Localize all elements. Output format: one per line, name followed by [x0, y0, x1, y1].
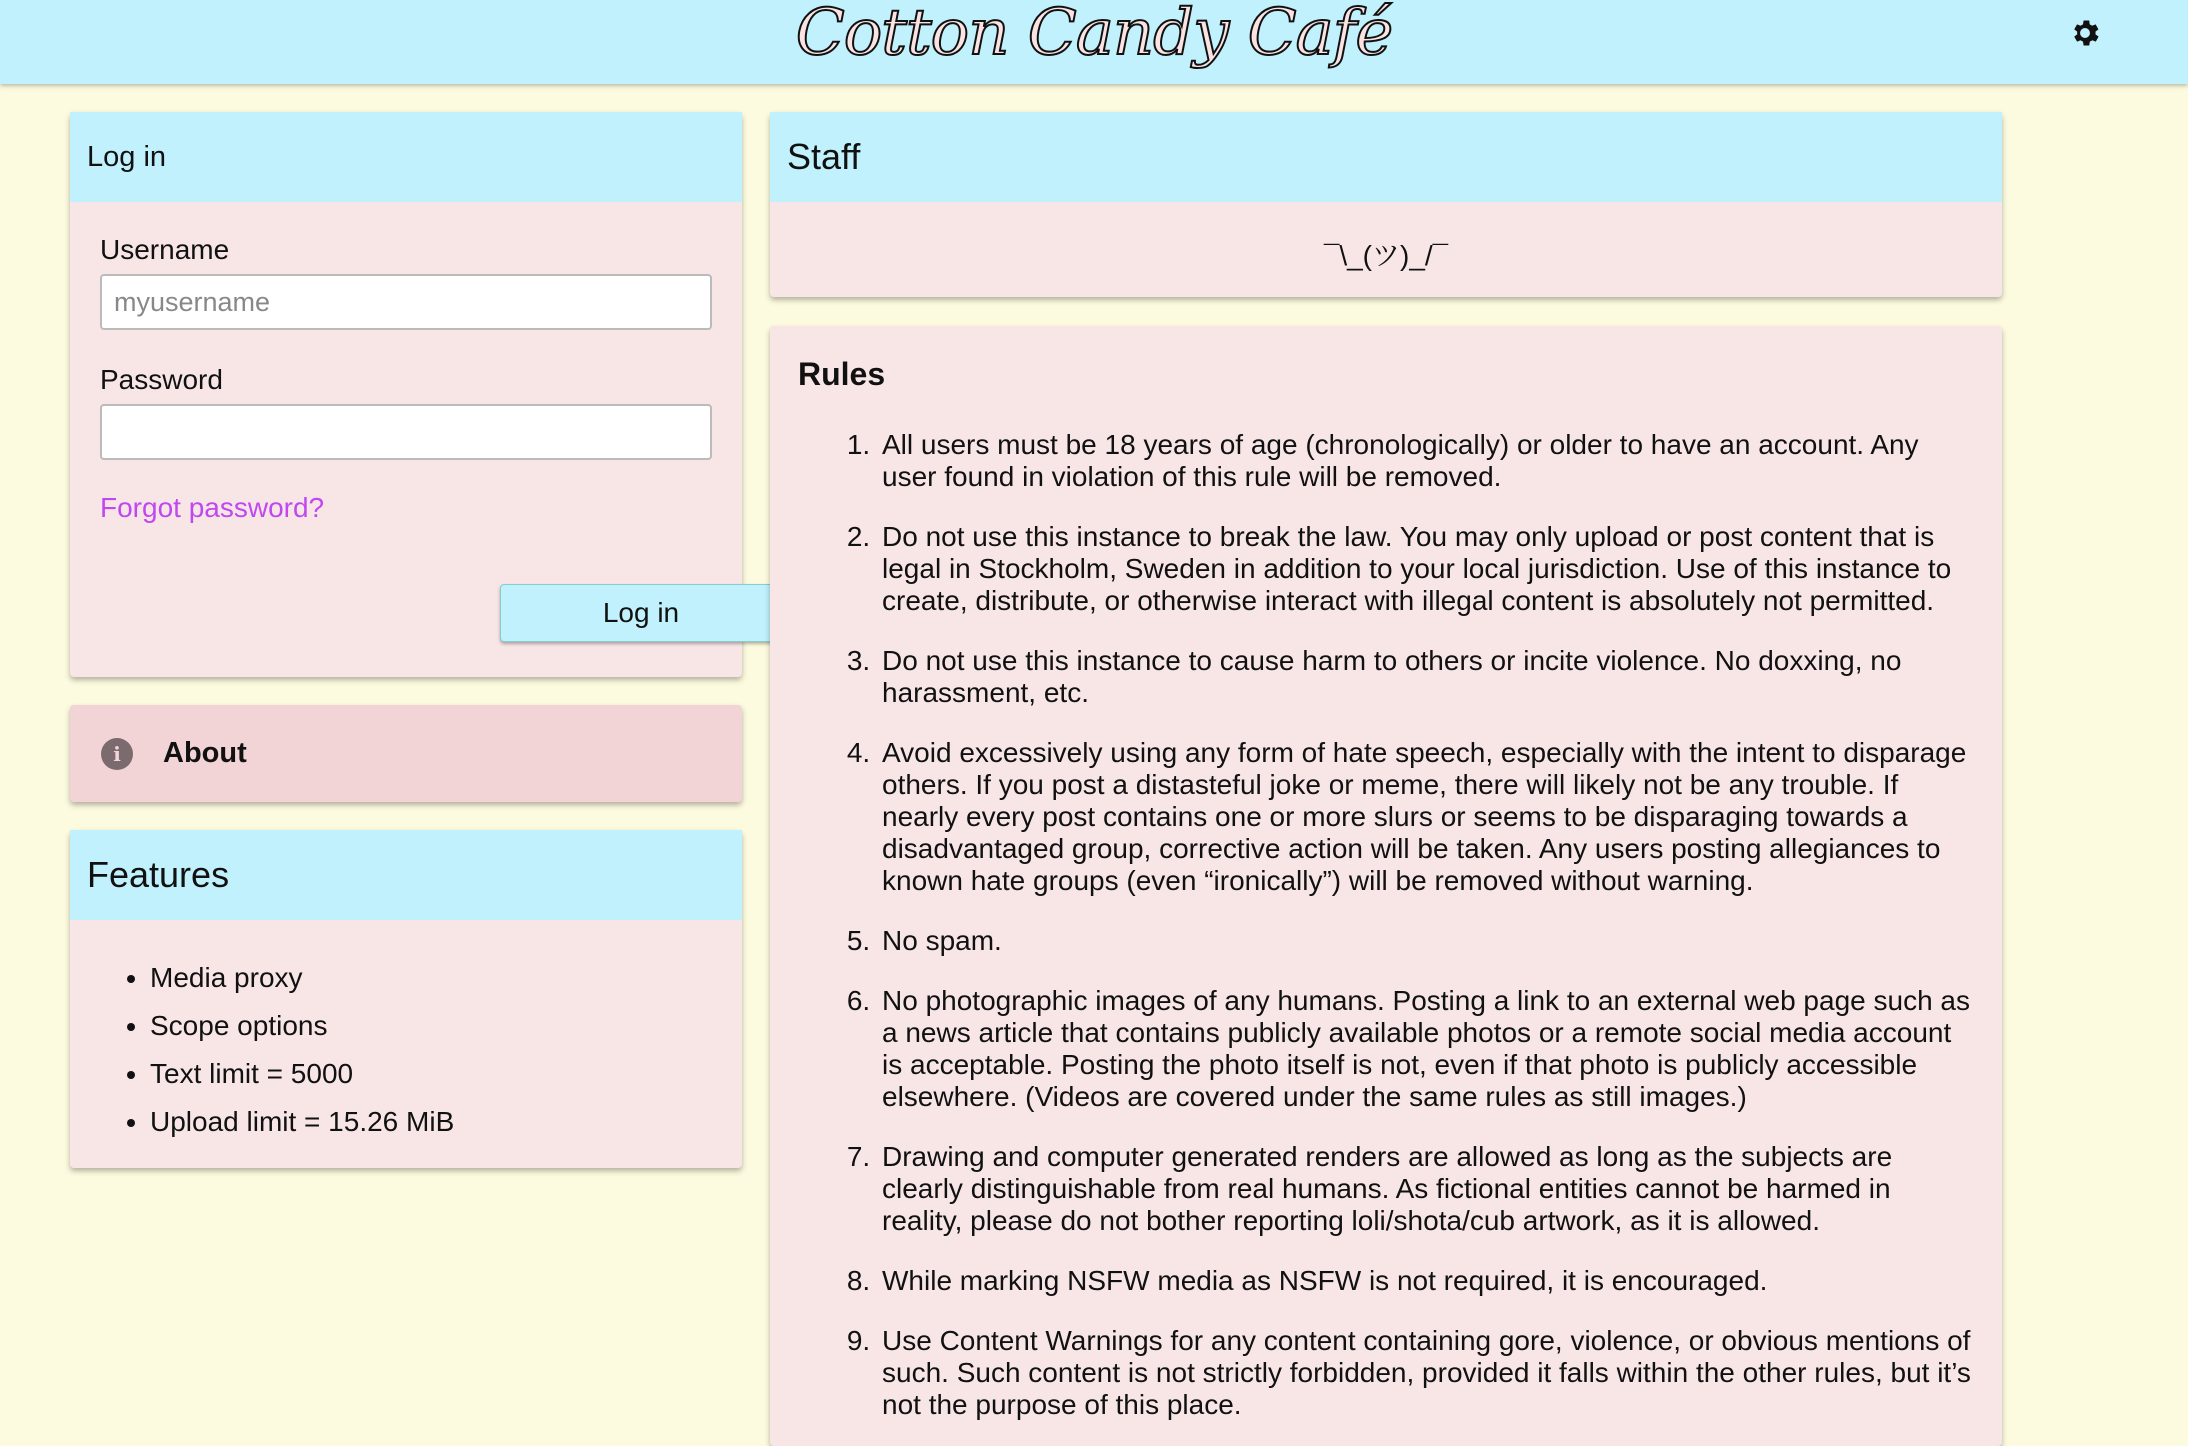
features-card — [70, 830, 742, 1168]
rule-item: 2. Do not use this instance to break the law. You may only upload or post content that is legal in Stockholm, Sweden in addition to your local jurisdiction. Use of this instance to create, distribute, or otherwise interact with illegal content is absolutely not permitted. — [878, 521, 1972, 617]
rule-item: 3. Do not use this instance to cause harm to others or incite violence. No doxxing, no harassment, etc. — [878, 645, 1972, 709]
login-card — [70, 112, 742, 677]
rules-title: Rules — [798, 356, 886, 392]
rule-item: 1. All users must be 18 years of age (chronologically) or older to have an account. Any user found in violation of this rule will be removed. — [878, 429, 1972, 493]
feature-item: • Media proxy — [150, 954, 742, 1002]
feature-item: • Upload limit = 15.26 MiB — [150, 1098, 742, 1146]
rules-list — [878, 429, 1972, 1421]
rule-item: 7. Drawing and computer generated renders are allowed as long as the subjects are clearly distinguishable from real humans. As fictional entities cannot be harmed in reality, please do not bother reporting loli/shota/cub artwork, as it is allowed. — [878, 1141, 1972, 1237]
staff-body: ¯\_(ツ)_/¯ — [1323, 240, 1449, 271]
top-bar — [0, 0, 2188, 84]
rule-item: 6. No photographic images of any humans. Posting a link to an external web page such as a news article that contains publicly available photos or a remote social media account is acceptable. Posting the photo itself is not, even if that photo is publicly accessible elsewhere. (Videos are covered under the same rules as still images.) — [878, 985, 1972, 1113]
password-label: Password — [100, 364, 223, 395]
site-title[interactable]: Cotton Candy Café — [795, 0, 1393, 70]
info-icon: i — [101, 738, 133, 770]
staff-title: Staff — [770, 112, 2002, 202]
feature-item: • Text limit = 5000 — [150, 1050, 742, 1098]
username-label: Username — [100, 234, 230, 265]
rule-item: 4. Avoid excessively using any form of hate speech, especially with the intent to disparage others. If you post a distasteful joke or meme, there will likely not be any trouble. If nearly every post contains one or more slurs or seems to be disparaging towards a disadvantaged group, corrective action will be taken. Any users posting allegiances to known hate groups (even “ironically”) will be removed without warning. — [878, 737, 1972, 897]
rules-card — [770, 326, 2002, 1446]
features-title: Features — [70, 830, 742, 920]
login-button[interactable]: Log in — [500, 584, 782, 642]
rule-item: 5. No spam. — [878, 925, 1972, 957]
forgot-password-link[interactable]: Forgot password? — [100, 492, 325, 523]
gear-icon[interactable] — [2068, 16, 2102, 50]
rule-item: 9. Use Content Warnings for any content containing gore, violence, or obvious mentions of such. Such content is not strictly forbidden, provided it falls within the other rules, but it’s not the purpose of this place. — [878, 1325, 1972, 1421]
username-input[interactable]: myusername — [100, 274, 712, 330]
features-list — [150, 954, 742, 1146]
feature-item: • Scope options — [150, 1002, 742, 1050]
rule-item: 8. While marking NSFW media as NSFW is not required, it is encouraged. — [878, 1265, 1972, 1297]
about-card[interactable] — [70, 705, 742, 802]
staff-card — [770, 112, 2002, 297]
password-input[interactable] — [100, 404, 712, 460]
login-title: Log in — [70, 112, 742, 202]
about-label: About — [163, 737, 247, 769]
